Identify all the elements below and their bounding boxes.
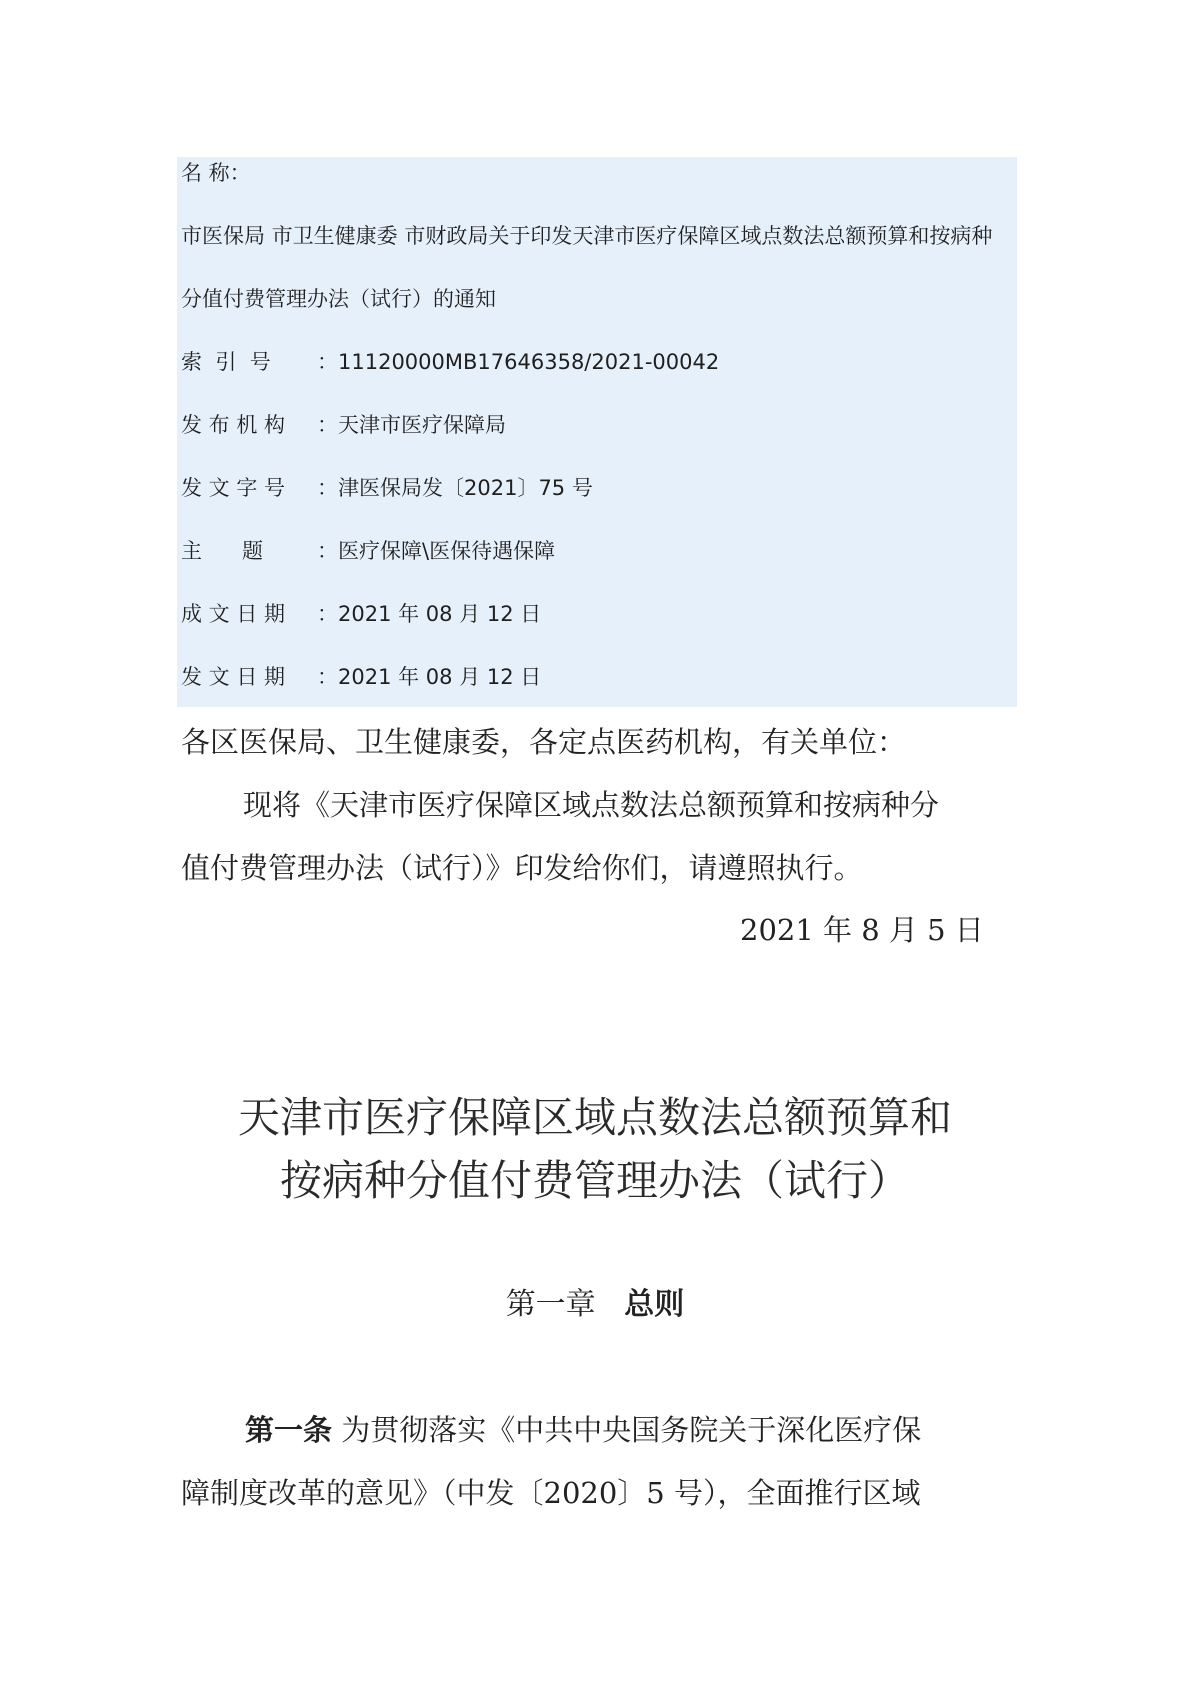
- metadata-index-value: ：11120000MB17646358/2021-00042: [317, 350, 720, 374]
- metadata-topic-label: 主 题: [181, 539, 264, 563]
- document-title-line1: 天津市医疗保障区域点数法总额预算和: [237, 1093, 952, 1142]
- metadata-index-label: 索 引 号: [181, 350, 271, 374]
- metadata-topic-row: [181, 536, 555, 566]
- article-1-line1: [245, 1410, 921, 1450]
- metadata-written-date-row: [181, 599, 541, 629]
- metadata-issuer-label: 发 布 机 构: [181, 413, 286, 437]
- metadata-name-value-line1: 市医保局 市卫生健康委 市财政局关于印发天津市医疗保障区域点数法总额预算和按病种: [181, 224, 993, 248]
- metadata-published-date-value: ：2021 年 08 月 12 日: [317, 665, 542, 689]
- document-title-line2: 按病种分值付费管理办法（试行）: [279, 1156, 910, 1205]
- chapter-number: 第一章: [505, 1287, 596, 1322]
- metadata-topic-value: ：医疗保障\医保待遇保障: [317, 539, 556, 563]
- article-1-label: 第一条: [245, 1413, 333, 1447]
- letter-recipients: 各区医保局、卫生健康委，各定点医药机构，有关单位：: [181, 725, 907, 759]
- metadata-name-value-line2: 分值付费管理办法（试行）的通知: [181, 287, 496, 311]
- article-1-line2: 障制度改革的意见》（中发〔2020〕5 号），全面推行区域: [181, 1476, 921, 1510]
- metadata-issuer-row: [181, 410, 506, 440]
- metadata-index-row: [181, 347, 719, 377]
- letter-body-line2: 值付费管理办法（试行）》印发给你们，请遵照执行。: [181, 851, 863, 885]
- metadata-name-label: 名 称：: [181, 161, 251, 185]
- metadata-docno-value: ：津医保局发〔2021〕75 号: [317, 476, 593, 500]
- metadata-written-date-label: 成 文 日 期: [181, 602, 286, 626]
- letter-body-line1: 现将《天津市医疗保障区域点数法总额预算和按病种分: [243, 788, 940, 822]
- metadata-issuer-value: ：天津市医疗保障局: [317, 413, 506, 437]
- metadata-docno-label: 发 文 字 号: [181, 476, 286, 500]
- metadata-written-date-value: ：2021 年 08 月 12 日: [317, 602, 542, 626]
- metadata-docno-row: [181, 473, 593, 503]
- letter-date: 2021 年 8 月 5 日: [740, 913, 984, 947]
- article-1-text-line1: 为贯彻落实《中共中央国务院关于深化医疗保: [341, 1413, 922, 1447]
- chapter-name: 总则: [624, 1287, 685, 1322]
- metadata-published-date-label: 发 文 日 期: [181, 665, 286, 689]
- chapter-heading: [0, 1285, 1190, 1325]
- metadata-published-date-row: [181, 662, 541, 692]
